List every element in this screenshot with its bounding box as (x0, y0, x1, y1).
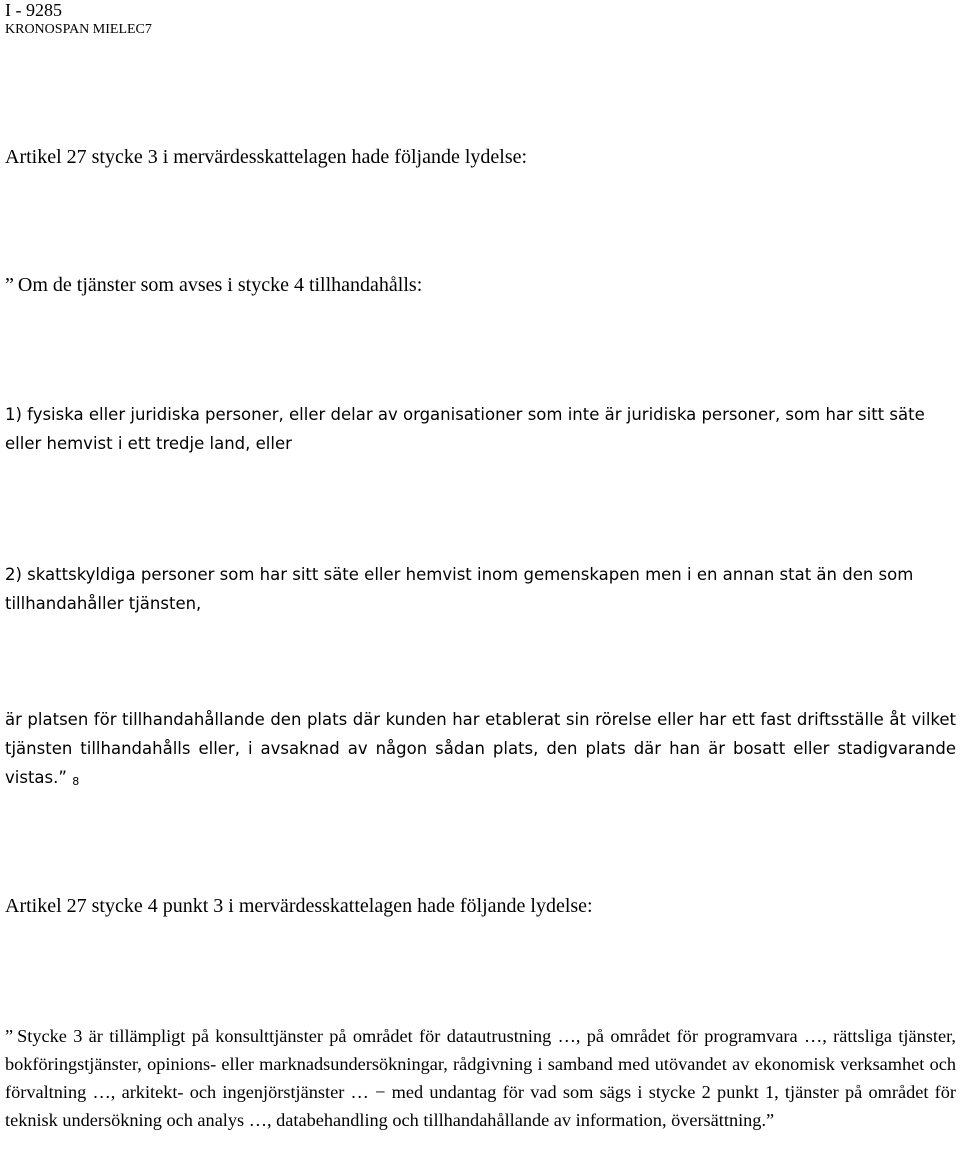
quote-article-27-4-text: Stycke 3 är tillämpligt på konsulttjänster på området för datautrustning …, på området för programvara …, rättsliga tjänster, bokföringstjänster, opinions- eller marknadsundersökningar, rådgivning i samband med utövandet av ekonomisk verksamhet och förvaltning …, arkitekt- och ingenjörstjänster … − med undantag för vad som sägs i stycke 2 punkt 1, tjänster på området för teknisk undersökning och analys …, databehandling och tillhandahållande av information, översättning. (5, 1026, 956, 1130)
quote-lead-paragraph (5, 272, 956, 298)
quote-conclusion-text: är platsen för tillhandahållande den plats där kunden har etablerat sin rörelse eller har ett fast driftsställe åt vilket tjänsten tillhandahålls eller, i avsaknad av någon sådan plats, den plats där han är bosatt eller stadigvarande vistas. (5, 710, 956, 787)
list-item-1: 1) fysiska eller juridiska personer, eller delar av organisationer som inte är juridiska personer, som har sitt säte eller hemvist i ett tredje land, eller (5, 405, 925, 453)
intro-article-27-3: Artikel 27 stycke 3 i mervärdesskattelagen hade följande lydelse: (5, 146, 528, 168)
opening-quote-mark-2: ” (5, 1026, 14, 1046)
closing-quote-mark: ” (58, 768, 67, 787)
list-item-2: 2) skattskyldiga personer som har sitt säte eller hemvist inom gemenskapen men i en annan stat än den som tillhandahåller tjänsten, (5, 565, 914, 613)
case-number: I - 9285 (5, 0, 62, 20)
closing-quote-mark-2: ” (766, 1110, 775, 1130)
quote-conclusion-paragraph (5, 705, 956, 796)
case-name: KRONOSPAN MIELEC7 (5, 22, 152, 37)
quote-lead-text: Om de tjänster som avses i stycke 4 tillhandahålls: (17, 274, 423, 296)
footnote-reference: 8 (72, 775, 80, 788)
intro-article-27-4: Artikel 27 stycke 4 punkt 3 i mervärdesskattelagen hade följande lydelse: (5, 895, 593, 917)
quote-article-27-4 (5, 1022, 956, 1134)
opening-quote-mark: ” (5, 274, 14, 296)
